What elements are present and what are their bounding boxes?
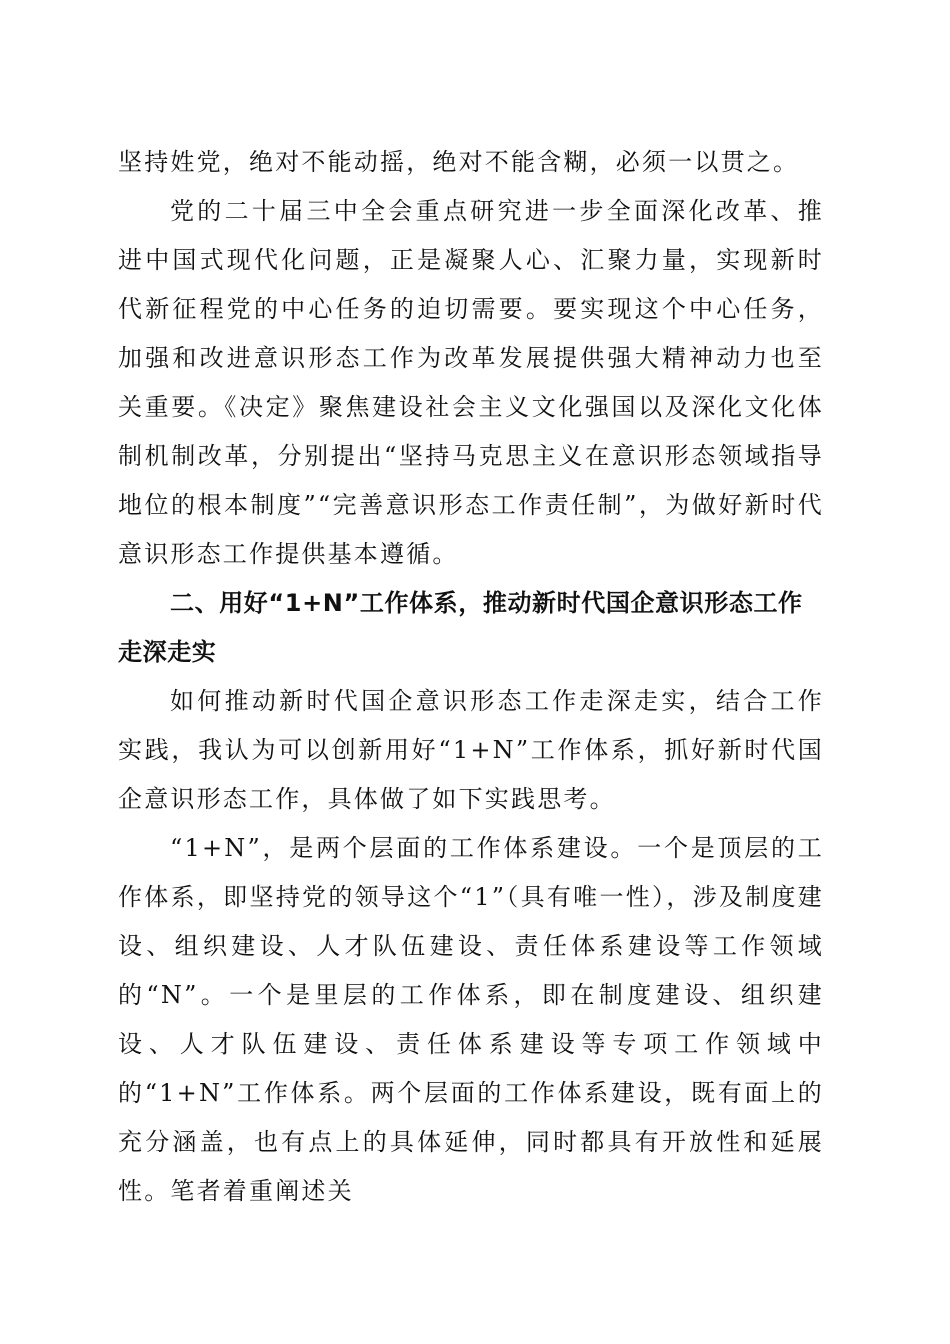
paragraph-continuation: 坚持姓党，绝对不能动摇，绝对不能含糊，必须一以贯之。 <box>118 148 800 176</box>
paragraph-system-definition: “1+N”，是两个层面的工作体系建设。一个是顶层的工作体系，即坚持党的领导这个“1”（具有唯一性），涉及制度建设、组织建设、人才队伍建设、责任体系建设等工作领域的“N”。一个是里层的工作体系，即在制度建设、组织建设、人才队伍建设、责任体系建设等专项工作领域中的“1+N”工作体系。两个层面的工作体系建设，既有面上的充分涵盖，也有点上的具体延伸，同时都具有开放性和延展性。笔者着重阐述关 <box>118 834 824 1205</box>
section-heading-two: 二、用好“1+N”工作体系，推动新时代国企意识形态工作走深走实 <box>118 589 803 666</box>
document-page <box>118 138 824 1216</box>
paragraph-practice: 如何推动新时代国企意识形态工作走深走实，结合工作实践，我认为可以创新用好“1+N”工作体系，抓好新时代国企意识形态工作，具体做了如下实践思考。 <box>118 687 824 813</box>
paragraph-plenum: 党的二十届三中全会重点研究进一步全面深化改革、推进中国式现代化问题，正是凝聚人心、汇聚力量，实现新时代新征程党的中心任务的迫切需要。要实现这个中心任务，加强和改进意识形态工作为改革发展提供强大精神动力也至关重要。《决定》聚焦建设社会主义文化强国以及深化文化体制机制改革，分别提出“坚持马克思主义在意识形态领域指导地位的根本制度”“完善意识形态工作责任制”，为做好新时代意识形态工作提供基本遵循。 <box>118 197 824 568</box>
